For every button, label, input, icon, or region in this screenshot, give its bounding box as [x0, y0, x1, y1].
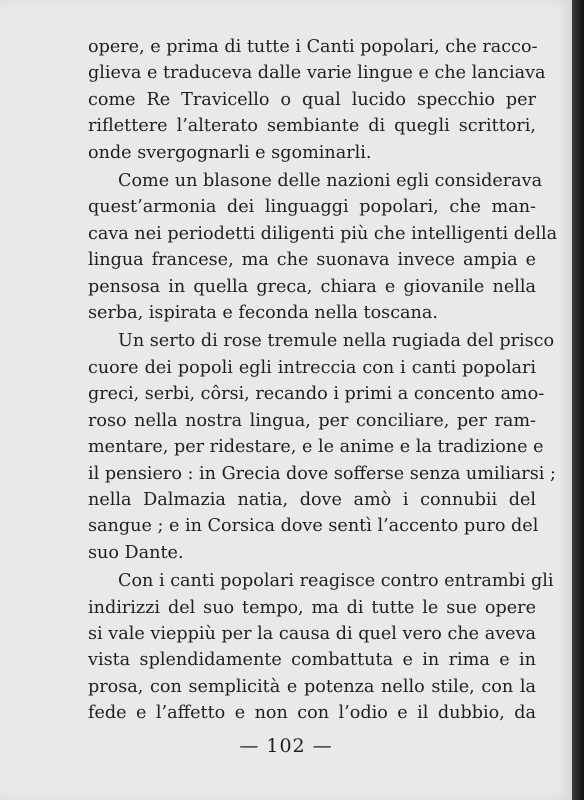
- text-line-content: Come un blasone delle nazioni egli considerava: [118, 171, 543, 192]
- text-line: nella Dalmazia natia, dove amò i connubii del: [88, 489, 536, 510]
- text-line: onde svergognarli e sgominarli.: [88, 142, 372, 163]
- text-line: quest’armonia dei linguaggi popolari, che man-: [88, 197, 536, 218]
- text-line: sangue ; e in Corsica dove sentì l’accento puro del: [88, 516, 539, 537]
- text-line: pensosa in quella greca, chiara e giovanile nella: [88, 276, 536, 297]
- paragraph-2: [88, 168, 558, 326]
- text-line-content: Un serto di rose tremule nella rugiada del prisco: [118, 331, 555, 352]
- text-line: cuore dei popoli egli intreccia con i canti popolari: [88, 357, 536, 378]
- text-line: [88, 328, 555, 354]
- paragraph-3: [88, 328, 556, 566]
- text-line: glieva e traduceva dalle varie lingue e che lanciava: [88, 63, 546, 84]
- text-line: indirizzi del suo tempo, ma di tutte le sue opere: [88, 597, 536, 618]
- text-line: serba, ispirata e feconda nella toscana.: [88, 303, 438, 324]
- text-line: suo Dante.: [88, 542, 184, 563]
- text-line-content: Con i canti popolari reagisce contro entrambi gli: [118, 571, 554, 592]
- text-line: fede e l’affetto e non con l’odio e il dubbio, da: [88, 703, 536, 724]
- text-line: [88, 168, 543, 194]
- text-line: cava nei periodetti diligenti più che intelligenti della: [88, 223, 558, 244]
- text-line: greci, serbi, côrsi, recando i primi a concento amo-: [88, 384, 545, 405]
- text-line: [88, 568, 554, 594]
- body-text: [88, 34, 558, 727]
- text-line: roso nella nostra lingua, per conciliare, per ram-: [88, 410, 536, 431]
- paragraph-4: [88, 568, 554, 726]
- text-line: riflettere l’alterato sembiante di quegli scrittori,: [88, 116, 536, 137]
- text-line: vista splendidamente combattuta e in rima e in: [88, 650, 536, 671]
- text-line: si vale vieppiù per la causa di quel vero che aveva: [88, 623, 536, 644]
- text-line: come Re Travicello o qual lucido specchio per: [88, 89, 536, 110]
- paragraph-1: [88, 34, 546, 166]
- text-line: lingua francese, ma che suonava invece ampia e: [88, 250, 536, 271]
- book-binding-edge: [572, 0, 584, 800]
- text-line: opere, e prima di tutte i Canti popolari, che racco-: [88, 37, 538, 57]
- text-line: il pensiero : in Grecia dove sofferse senza umiliarsi ;: [88, 463, 556, 484]
- text-line: mentare, per ridestare, e le anime e la tradizione e: [88, 437, 544, 458]
- page-number: — 102 —: [239, 735, 333, 757]
- text-line: prosa, con semplicità e potenza nello stile, con la: [88, 676, 536, 697]
